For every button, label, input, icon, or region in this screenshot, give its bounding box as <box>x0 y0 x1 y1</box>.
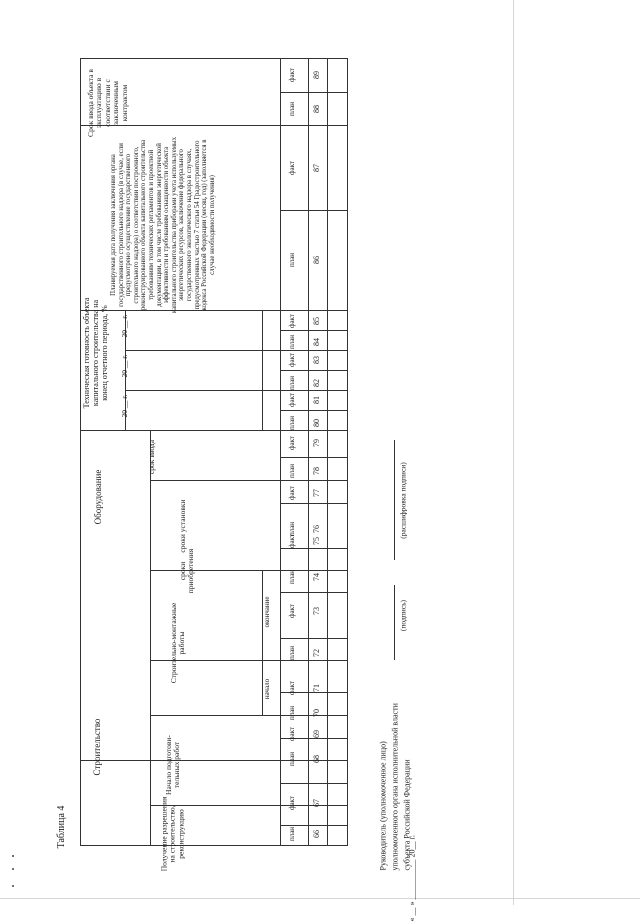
fact-label: факт <box>288 727 296 742</box>
input-date-subheader: срок ввода <box>147 439 156 475</box>
plan-label: план <box>288 521 296 537</box>
plan-label: план <box>288 463 296 479</box>
column-number: 66 <box>312 830 321 838</box>
decoding-caption: (расшифровка подписи) <box>398 462 408 539</box>
year-label-2: 20 __ г. <box>120 354 129 378</box>
fact-label: факт <box>288 393 296 408</box>
column-number: 68 <box>312 755 321 763</box>
signer-title-line-3: субъекта Российской Федерации <box>402 759 412 871</box>
install-dates-subheader: сроки установки <box>178 499 187 553</box>
column-number: 87 <box>312 164 321 172</box>
column-number: 79 <box>312 439 321 447</box>
signature-caption: (подпись) <box>398 599 408 632</box>
year-label-3: 20 __ г. <box>120 314 129 338</box>
construction-header: Строительство <box>92 718 102 776</box>
column-number: 72 <box>312 649 321 657</box>
column-number: 70 <box>312 709 321 717</box>
column-number: 75 <box>312 537 321 545</box>
scan-mark <box>12 885 14 887</box>
fact-label: факт <box>288 534 296 549</box>
fact-label: факт <box>288 161 296 176</box>
column-number: 88 <box>312 105 321 113</box>
plan-label: план <box>288 415 296 431</box>
purchase-dates-subheader: сроки приобретения <box>178 548 196 594</box>
commissioning-header: Срок ввода объекта в эксплуатацию в соответствии с заключенным контрактом <box>86 69 129 137</box>
fact-label: факт <box>288 68 296 83</box>
signer-title-line-1: Руководитель (уполномоченное лицо) <box>378 741 388 871</box>
column-number: 77 <box>312 489 321 497</box>
column-number: 84 <box>312 338 321 346</box>
page-edge-line <box>0 898 640 899</box>
plan-label: план <box>288 252 296 268</box>
fact-label: факт <box>288 681 296 696</box>
plan-label: план <box>288 645 296 661</box>
signature-date-line: « __ » __________ 20__ г. <box>407 835 417 922</box>
equipment-header: Оборудование <box>93 469 103 525</box>
plan-label: план <box>288 569 296 585</box>
decoding-line <box>394 440 395 560</box>
plan-label: план <box>288 826 296 842</box>
fact-label: факт <box>288 486 296 501</box>
fact-label: факт <box>288 314 296 329</box>
plan-label: план <box>288 751 296 767</box>
column-number: 76 <box>312 525 321 533</box>
installation-end-label: окончание <box>263 596 271 628</box>
page-fold-line <box>513 0 514 905</box>
column-number: 80 <box>312 419 321 427</box>
column-number: 78 <box>312 467 321 475</box>
scan-mark <box>12 855 14 857</box>
column-number: 67 <box>312 799 321 807</box>
column-number: 71 <box>312 684 321 692</box>
year-label-1: 20 __ г. <box>120 394 129 418</box>
installation-start-label: начало <box>263 678 271 700</box>
permit-subheader: Получение разрешения на строительство, реконструкцию <box>159 796 186 872</box>
fact-label: факт <box>288 604 296 619</box>
column-number: 85 <box>312 317 321 325</box>
column-number: 73 <box>312 607 321 615</box>
plan-label: план <box>288 334 296 350</box>
conclusion-date-header: Планируемая дата получения заключения органа государственного строительного надзора (в случае, если предусмотрено осуществление государственного строительного надзора) о соответствии построенного, реконструированного объекта капитального строительства требованиям технических регламентов и проектной документации, в том числе требованиям энергетической эффективности и требованиям оснащенности объекта капитального строительства приборами учета используемых энергетических ресурсов, заключение федерального государственного экологического надзора в случаях, предусмотренных частью 7 статьи 54 Градостроительного кодекса Российской Федерации (месяц, год) (заполняется в случае необходимости получения) <box>110 137 216 313</box>
column-number: 74 <box>312 573 321 581</box>
scan-mark <box>12 868 14 870</box>
plan-label: план <box>288 705 296 721</box>
column-number: 82 <box>312 379 321 387</box>
column-number: 89 <box>312 71 321 79</box>
fact-label: факт <box>288 353 296 368</box>
column-number: 86 <box>312 256 321 264</box>
signer-title-line-2: уполномоченного органа исполнительной власти <box>390 703 400 871</box>
fact-label: факт <box>288 436 296 451</box>
column-number: 69 <box>312 730 321 738</box>
installation-subheader: Строительно-монтажные работы <box>169 602 187 684</box>
column-number: 83 <box>312 356 321 364</box>
prep-start-subheader: Начало подготови-тельных работ <box>164 735 182 795</box>
readiness-header: Техническая готовность объекта капитального строительства на конец отчетного периода, % <box>82 297 109 409</box>
plan-label: план <box>288 101 296 117</box>
column-number: 81 <box>312 396 321 404</box>
fact-label: факт <box>288 796 296 811</box>
signature-line <box>394 585 395 660</box>
table-label: Таблица 4 <box>56 805 67 849</box>
plan-label: план <box>288 375 296 391</box>
